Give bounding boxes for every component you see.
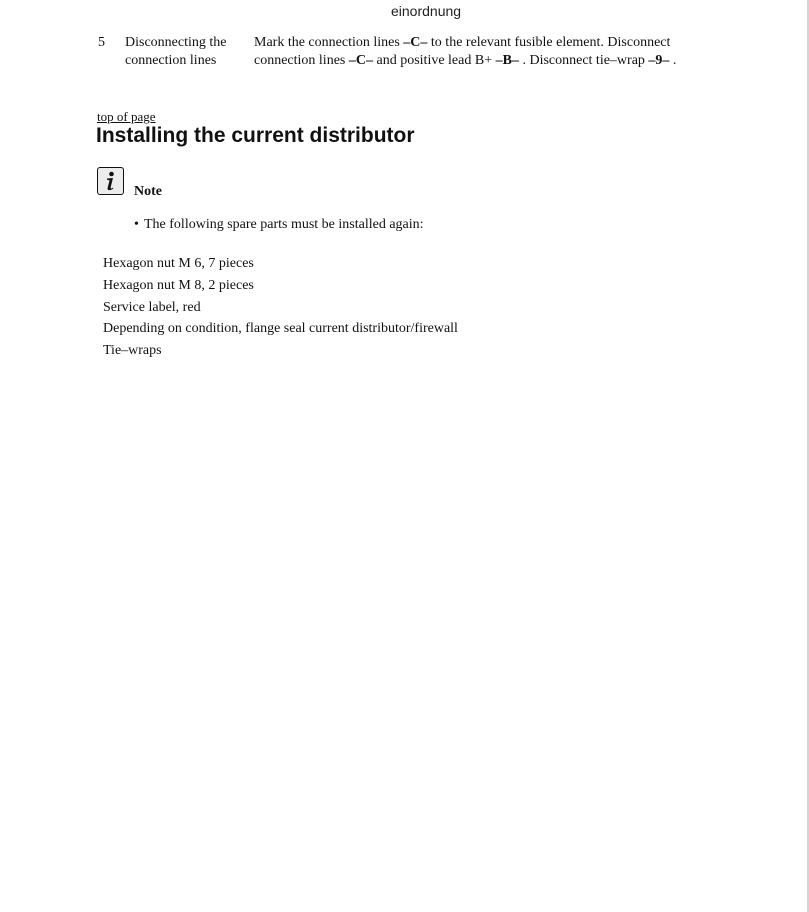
note-bullet-text: The following spare parts must be installed again: [144, 217, 424, 232]
step-desc-text: . [669, 53, 677, 68]
bullet-marker: • [134, 217, 139, 232]
step-title [125, 34, 247, 70]
info-icon [97, 167, 124, 195]
component-ref-b: –B– [495, 53, 519, 68]
step-title-line-1: Disconnecting the [125, 35, 227, 50]
step-desc-text: . Disconnect tie–wrap [518, 53, 649, 68]
component-ref-c: –C– [403, 35, 428, 50]
page-header-fragment: einordnung [391, 3, 462, 19]
component-ref-c: –C– [348, 53, 373, 68]
step-desc-text: Mark the connection lines [254, 35, 404, 50]
step-desc-text: and positive lead B+ [373, 53, 496, 68]
section-title: Installing the current distributor [96, 124, 415, 147]
spare-part-item: Hexagon nut M 6, 7 pieces [103, 256, 254, 271]
top-of-page-link[interactable]: top of page [97, 109, 156, 124]
spare-parts-list [103, 255, 458, 364]
note-bullet [134, 217, 424, 233]
step-description [254, 34, 734, 70]
note-label: Note [134, 184, 162, 199]
step-desc-text: connection lines [254, 53, 349, 68]
step-desc-text: to the relevant fusible element. Disconnect [427, 35, 671, 50]
step-title-line-2: connection lines [125, 53, 217, 68]
component-ref-9: –9– [648, 53, 670, 68]
spare-part-item: Service label, red [103, 299, 201, 315]
spare-part-item: Hexagon nut M 8, 2 pieces [103, 277, 254, 293]
step-number: 5 [98, 35, 105, 50]
spare-part-item: Depending on condition, flange seal current distributor/firewall [103, 321, 458, 337]
spare-part-item: Tie–wraps [103, 343, 162, 359]
